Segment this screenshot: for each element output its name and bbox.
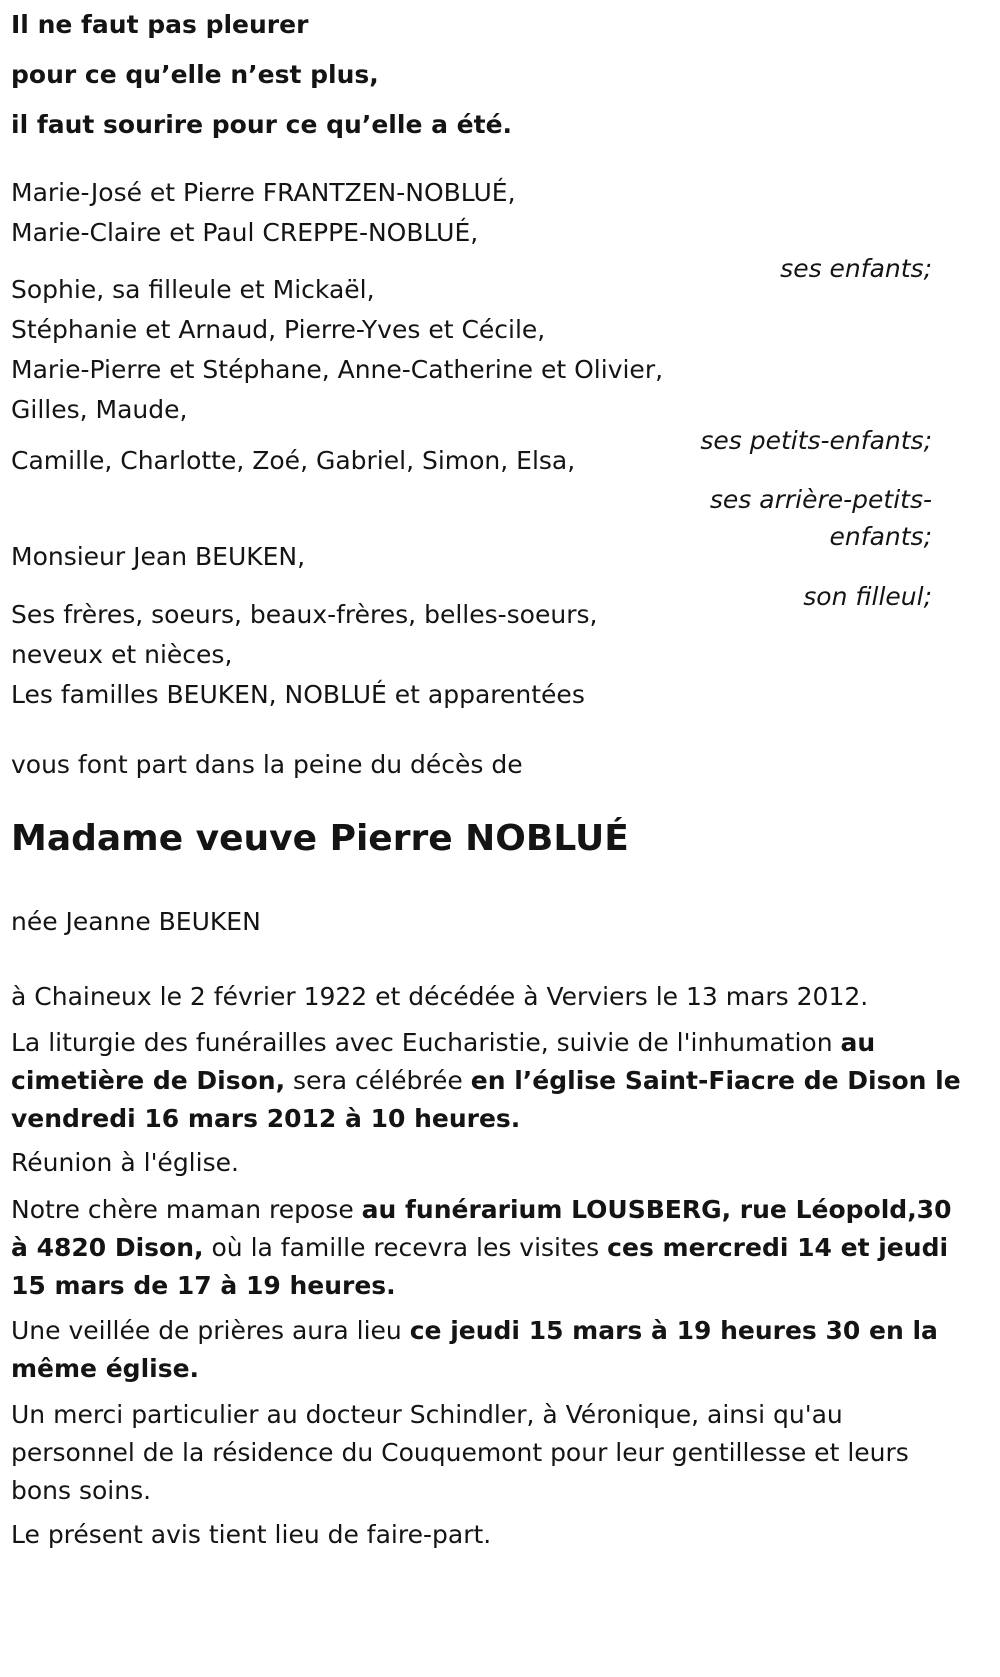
born-name-text: née Jeanne BEUKEN	[11, 907, 261, 936]
closing-note: Le présent avis tient lieu de faire-part.	[11, 1520, 492, 1549]
great-grandchildren-list	[11, 441, 575, 481]
funeral-home	[11, 1191, 971, 1305]
announcement	[11, 745, 523, 785]
vigil-text-a: Une veillée de prières aura lieu	[11, 1316, 410, 1345]
quote-line-2: pour ce qu’elle n’est plus,	[11, 60, 379, 89]
grandchildren-line-3: Marie-Pierre et Stéphane, Anne-Catherine et Olivier,	[11, 355, 664, 384]
family-line-1: Ses frères, soeurs, beaux-frères, belles-soeurs,	[11, 600, 598, 629]
great-grandchildren-role-2: enfants;	[829, 522, 932, 551]
great-grandchildren-role-1: ses arrière-petits-	[709, 485, 932, 514]
great-grandchildren-line-1: Camille, Charlotte, Zoé, Gabriel, Simon, Elsa,	[11, 446, 576, 475]
funeral-home-address: au funérarium LOUSBERG, rue Léopold,30 à 4820 Dison,	[11, 1195, 952, 1262]
godson-role: son filleul;	[803, 582, 932, 611]
funeral-home-text-a: Notre chère maman repose	[11, 1195, 362, 1224]
godson	[11, 537, 305, 577]
vigil-date: ce jeudi 15 mars à 19 heures 30 en la même église.	[11, 1316, 938, 1383]
liturgy-cemetery: au cimetière de Dison,	[11, 1028, 876, 1095]
liturgy-text-c: sera célébrée	[285, 1066, 471, 1095]
grandchildren-line-4: Gilles, Maude,	[11, 395, 188, 424]
quote-line-1: Il ne faut pas pleurer	[11, 10, 309, 39]
grandchildren-line-1: Sophie, sa filleule et Mickaël,	[11, 275, 375, 304]
opening-quote	[11, 0, 512, 150]
family-line-3: Les familles BEUKEN, NOBLUÉ et apparentées	[11, 680, 585, 709]
visiting-hours: ces mercredi 14 et jeudi 15 mars de 17 à 19 heures.	[11, 1233, 949, 1300]
children-role: ses enfants;	[780, 254, 932, 283]
prayer-vigil	[11, 1312, 971, 1388]
family-line-2: neveux et nièces,	[11, 640, 233, 669]
liturgy-text-a: La liturgie des funérailles avec Eucharistie, suivie de l'inhumation	[11, 1028, 841, 1057]
godson-line-1: Monsieur Jean BEUKEN,	[11, 542, 306, 571]
birth-death-dates	[11, 977, 868, 1017]
funeral-liturgy	[11, 1024, 971, 1138]
grandchildren-line-2: Stéphanie et Arnaud, Pierre-Yves et Cécile,	[11, 315, 546, 344]
extended-family	[11, 595, 597, 715]
children-list	[11, 173, 516, 253]
announcement-text: vous font part dans la peine du décès de	[11, 750, 523, 779]
quote-line-3: il faut sourire pour ce qu’elle a été.	[11, 110, 513, 139]
deceased-name: Madame veuve Pierre NOBLUÉ	[11, 818, 629, 859]
liturgy-church-date: en l’église Saint-Fiacre de Dison le vendredi 16 mars 2012 à 10 heures.	[11, 1066, 961, 1133]
grandchildren-list	[11, 270, 663, 430]
children-line-1: Marie-José et Pierre FRANTZEN-NOBLUÉ,	[11, 178, 516, 207]
meeting-note: Réunion à l'église.	[11, 1148, 239, 1177]
funeral-home-text-c: où la famille recevra les visites	[203, 1233, 608, 1262]
born-name	[11, 902, 261, 942]
grandchildren-role: ses petits-enfants;	[700, 426, 932, 455]
thanks-note: Un merci particulier au docteur Schindler, à Véronique, ainsi qu'au personnel de la résidence du Couquemont pour leur gentillesse et leurs bons soins.	[11, 1400, 909, 1505]
children-line-2: Marie-Claire et Paul CREPPE-NOBLUÉ,	[11, 218, 479, 247]
dates-text: à Chaineux le 2 février 1922 et décédée à Verviers le 13 mars 2012.	[11, 982, 869, 1011]
